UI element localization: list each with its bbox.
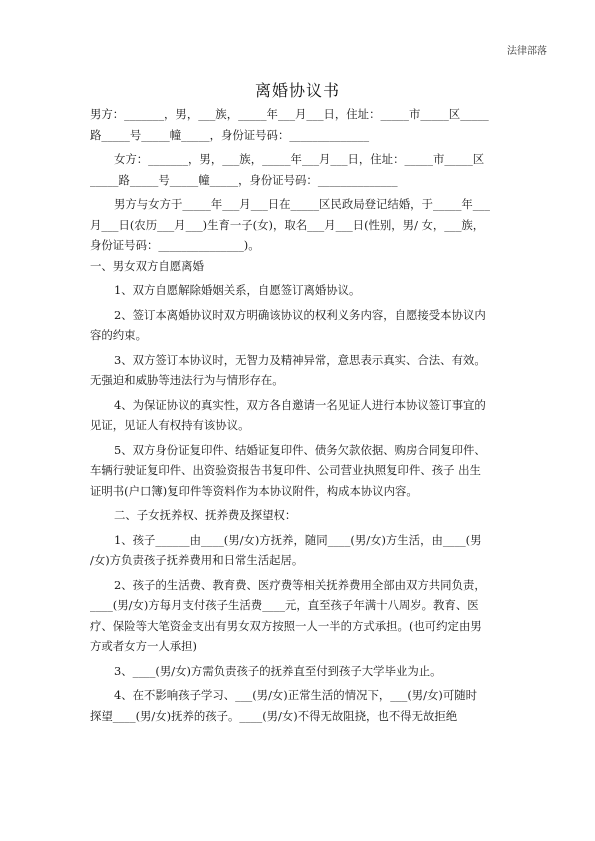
document-line: 月___日(农历___月___)生育一子(女)，取名___月___日(性别，男/ 女，___族， bbox=[90, 217, 485, 232]
document-line: 1、孩子______由____(男/女)方抚养，随同____(男/女)方生活，由____(男 bbox=[114, 532, 482, 547]
document-line: ____(男/女)方每月支付孩子生活费____元，直至孩子年满十八周岁。教育、医 bbox=[90, 598, 479, 612]
document-line: 身份证号码：_______________)。 bbox=[90, 238, 260, 252]
document-line: 女方：_______，男，___族，_____年___月___日，住址：_____市_____区 bbox=[114, 152, 485, 166]
document-line: 男方与女方于_____年___月___日在_____区民政局登记结婚，于_____年___ bbox=[114, 197, 490, 211]
document-line: 2、签订本离婚协议时双方明确该协议的权利义务内容，自愿接受本协议内 bbox=[114, 307, 486, 322]
document-line: 一、男女双方自愿离婚 bbox=[90, 258, 204, 273]
document-line: 3、____(男/女)方需负责孩子的抚养直至付到孩子大学毕业为止。 bbox=[114, 663, 442, 678]
document-line: 探望____(男/女)抚养的孩子。____(男/女)不得无故阻挠，也不得无故拒绝 bbox=[90, 708, 458, 723]
document-line: 5、双方身份证复印件、结婚证复印件、债务欠款依据、购房合同复印件、 bbox=[114, 442, 486, 457]
document-line: /女)方负责孩子抚养费用和日常生活起居。 bbox=[90, 553, 304, 567]
document-line: 路_____号_____幢_____，身份证号码：______________ bbox=[90, 127, 370, 142]
document-body bbox=[90, 104, 510, 726]
document-line: _____路_____号_____幢_____，身份证号码：______________ bbox=[90, 172, 398, 187]
document-line: 二、子女抚养权、抚养费及探望权： bbox=[114, 508, 297, 522]
document-line: 容的约束。 bbox=[90, 328, 147, 342]
document-line: 3、双方签订本协议时，无智力及精神异常，意思表示真实、合法、有效。 bbox=[114, 352, 486, 367]
document-line: 男方：_______，男，___族，_____年___月___日，住址：_____市_____区_____ bbox=[90, 107, 489, 121]
document-line: 2、孩子的生活费、教育费、医疗费等相关抚养费用全部由双方共同负责， bbox=[114, 577, 486, 592]
document-line: 车辆行驶证复印件、出资验资报告书复印件、公司营业执照复印件、孩子 出生 bbox=[90, 463, 481, 477]
document-line: 见证，见证人有权持有该协议。 bbox=[90, 418, 250, 432]
document-line: 方或者女方一人承担) bbox=[90, 639, 197, 653]
document-line: 4、在不影响孩子学习、___(男/女)正常生活的情况下，___(男/女)可随时 bbox=[114, 688, 478, 702]
document-line: 证明书(户口簿)复印件等资料作为本协议附件，构成本协议内容。 bbox=[90, 483, 418, 498]
header-source-label: 法律部落 bbox=[507, 46, 547, 57]
document-line: 无强迫和威胁等违法行为与情形存在。 bbox=[90, 373, 284, 387]
document-line: 疗、保险等大笔资金支出有男女双方按照一人一半的方式承担。(也可约定由男 bbox=[90, 618, 482, 633]
document-line: 1、双方自愿解除婚姻关系，自愿签订离婚协议。 bbox=[114, 283, 361, 297]
document-title: 离婚协议书 bbox=[254, 81, 340, 100]
document-line: 4、为保证协议的真实性，双方各自邀请一名见证人进行本协议签订事宜的 bbox=[114, 397, 486, 412]
